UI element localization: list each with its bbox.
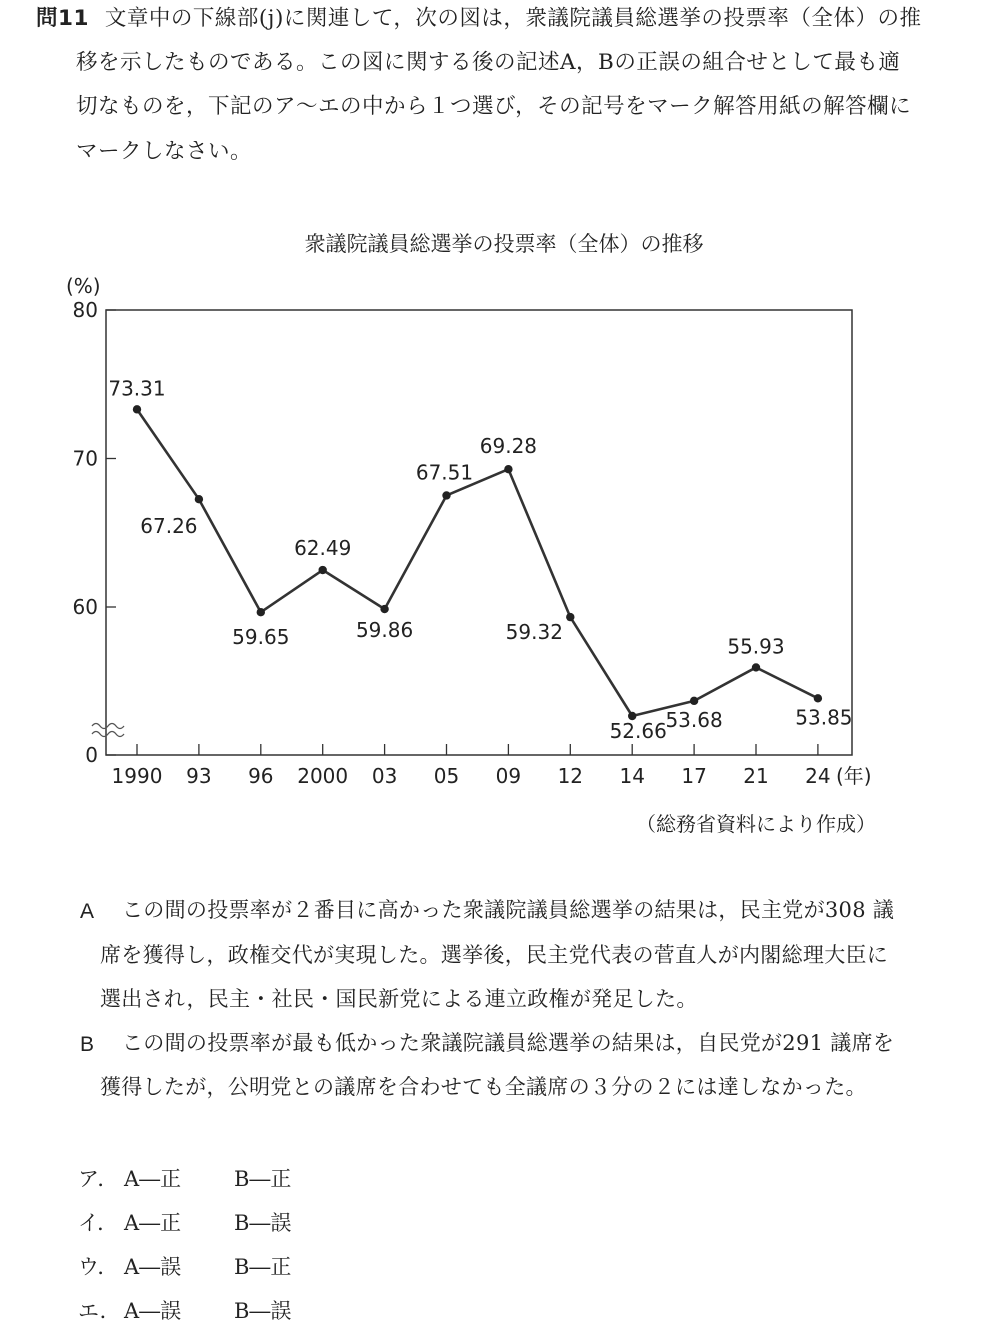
- statement-a-line-2: 席を獲得し，政権交代が実現した。選挙後，民主党代表の菅直人が内閣総理大臣に: [100, 943, 889, 967]
- choice-u: [78, 1251, 291, 1281]
- choice-b-value: B―誤: [234, 1211, 292, 1235]
- x-tick-label: 21: [743, 764, 769, 788]
- choice-b-value: B―正: [234, 1255, 292, 1279]
- choice-i: [78, 1207, 291, 1237]
- y-ticks: [73, 298, 116, 767]
- data-point: [380, 605, 388, 613]
- data-label: 67.26: [140, 514, 198, 539]
- y-tick-label: 80: [72, 298, 98, 322]
- data-point: [442, 491, 450, 499]
- choice-b-value: B―正: [234, 1167, 292, 1191]
- chart-source: （総務省資料により作成）: [636, 812, 876, 836]
- series-line: [137, 409, 818, 716]
- question-line-3: 切なものを，下記のア～エの中から１つ選び，その記号をマーク解答用紙の解答欄に: [76, 94, 912, 119]
- choice-a-value: A―誤: [124, 1255, 182, 1279]
- choice-a: [78, 1163, 291, 1193]
- statement-b-label: B: [80, 1033, 95, 1056]
- x-tick-label: 03: [371, 764, 398, 788]
- choice-label: ア．: [78, 1167, 119, 1191]
- data-label: 52.66: [609, 718, 667, 743]
- choice-label: ウ．: [78, 1255, 119, 1279]
- x-tick-label: 93: [186, 764, 212, 788]
- data-point: [814, 694, 822, 702]
- x-tick-label: 17: [681, 764, 707, 788]
- data-label: 69.28: [479, 434, 538, 459]
- x-tick-label: 05: [433, 764, 460, 788]
- x-tick-label: 24: [805, 764, 831, 788]
- x-tick-label: 14: [619, 764, 645, 788]
- data-label: 67.51: [415, 460, 474, 485]
- y-tick-label: 70: [72, 446, 98, 471]
- data-label: 62.49: [294, 536, 352, 561]
- data-label: 59.32: [505, 620, 563, 645]
- question-line-1: 問11 文章中の下線部(j)に関連して，次の図は，衆議院議員総選挙の投票率（全体）の推: [36, 6, 922, 31]
- choice-b-value: B―誤: [234, 1299, 292, 1323]
- choice-a-value: A―誤: [124, 1299, 182, 1323]
- data-point: [752, 663, 760, 671]
- choice-label: イ．: [78, 1211, 119, 1235]
- x-tick-label: 1990: [111, 764, 163, 788]
- data-point: [690, 697, 698, 705]
- data-label: 53.85: [795, 705, 853, 730]
- question-line-2: 移を示したものである。この図に関する後の記述A，Bの正誤の組合せとして最も適: [76, 50, 901, 75]
- statement-a-label: A: [80, 900, 95, 923]
- data-label: 55.93: [727, 634, 785, 659]
- choice-a-value: A―正: [124, 1167, 182, 1191]
- x-ticks: [112, 744, 831, 788]
- data-labels: [108, 376, 852, 743]
- statement-a-line-3: 選出され，民主・社民・国民新党による連立政権が発足した。: [100, 987, 698, 1011]
- choice-e: [78, 1295, 291, 1325]
- y-axis-unit: (%): [66, 274, 101, 298]
- choice-a-value: A―正: [124, 1211, 182, 1235]
- x-tick-label: 96: [248, 764, 274, 788]
- y-tick-label: 60: [72, 595, 98, 619]
- x-tick-label: 2000: [297, 764, 349, 788]
- data-points: [133, 405, 822, 720]
- data-point: [319, 566, 327, 574]
- statement-b-line-1: この間の投票率が最も低かった衆議院議員総選挙の結果は，自民党が291 議席を: [122, 1031, 895, 1055]
- data-label: 59.86: [355, 618, 414, 643]
- chart-title: 衆議院議員総選挙の投票率（全体）の推移: [304, 232, 704, 256]
- y-tick-label: 0: [85, 743, 98, 767]
- statement-a-line-1: この間の投票率が２番目に高かった衆議院議員総選挙の結果は，民主党が308 議: [122, 898, 895, 922]
- x-tick-label: 12: [557, 764, 584, 788]
- data-point: [566, 613, 574, 621]
- question-number: 問11: [36, 6, 89, 31]
- data-label: 59.65: [232, 625, 290, 650]
- data-point: [504, 465, 512, 473]
- data-point: [257, 608, 265, 616]
- axis-break-mark: [92, 724, 124, 737]
- choice-label: エ．: [78, 1299, 121, 1323]
- data-point: [195, 495, 203, 503]
- data-label: 53.68: [665, 707, 723, 732]
- data-point: [133, 405, 141, 413]
- data-label: 73.31: [108, 376, 166, 401]
- question-line-4: マークしなさい。: [76, 139, 253, 164]
- x-axis-unit: (年): [836, 764, 872, 788]
- x-tick-label: 09: [495, 764, 522, 788]
- statement-b-line-2: 獲得したが，公明党との議席を合わせても全議席の３分の２には達しなかった。: [100, 1075, 867, 1099]
